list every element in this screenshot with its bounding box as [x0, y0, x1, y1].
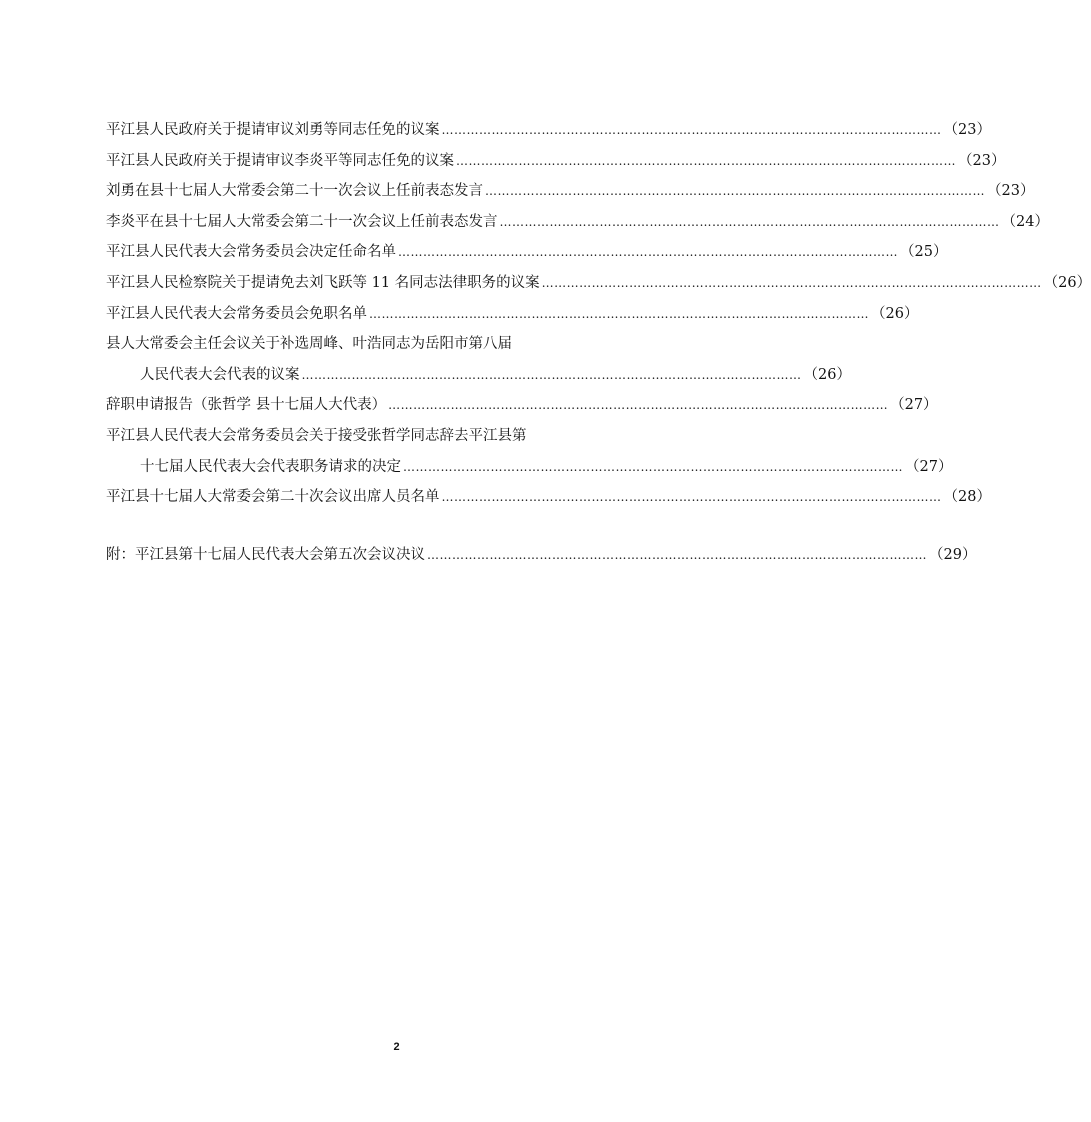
toc-entry-page: （26）	[871, 305, 919, 322]
section-gap	[106, 516, 688, 543]
toc-entry-title: 平江县人民政府关于提请审议李炎平等同志任免的议案	[106, 152, 454, 169]
toc-leader-dots: …………………………………………………………………………………………………………	[541, 275, 1042, 290]
toc-entry-page: （28）	[943, 489, 991, 506]
toc-entry-page: （23）	[958, 152, 1006, 169]
toc-leader-dots: …………………………………………………………………………………………………………	[398, 245, 898, 260]
toc-leader-dots: …………………………………………………………………………………………………………	[499, 214, 1000, 229]
toc-appendix-entry[interactable]	[106, 543, 977, 574]
toc-leader-dots: …………………………………………………………………………………………………………	[388, 398, 889, 413]
toc-entry-title: 十七届人民代表大会代表职务请求的决定	[140, 458, 401, 475]
toc-entry-page: （26）	[1043, 274, 1091, 291]
toc-entry-title: 平江县人民代表大会常务委员会免职名单	[106, 305, 367, 322]
toc-entry-title: 人民代表大会代表的议案	[140, 366, 300, 383]
toc-entry[interactable]	[106, 179, 1035, 210]
toc-leader-dots: …………………………………………………………………………………………………………	[403, 459, 903, 474]
toc-leader-dots: …………………………………………………………………………………………………………	[456, 153, 956, 168]
toc-entry-page: （27）	[905, 458, 953, 475]
toc-entry[interactable]	[106, 118, 991, 149]
toc-entry-title: 平江县人民检察院关于提请免去刘飞跃等 11 名同志法律职务的议案	[106, 274, 540, 291]
toc-leader-dots: …………………………………………………………………………………………………………	[369, 306, 869, 321]
toc-entry[interactable]	[106, 393, 938, 424]
toc-entry-title: 平江县十七届人大常委会第二十次会议出席人员名单	[106, 489, 440, 506]
toc-leader-dots: …………………………………………………………………………………………………………	[301, 367, 802, 382]
toc-entry[interactable]	[106, 485, 991, 516]
toc-entry[interactable]	[106, 240, 948, 271]
toc-entry-title: 平江县人民代表大会常务委员会决定任命名单	[106, 244, 396, 261]
toc-entry[interactable]	[106, 210, 1049, 241]
toc-leader-dots: …………………………………………………………………………………………………………	[427, 547, 927, 562]
toc-entry[interactable]	[106, 455, 953, 486]
toc-entry-page: （23）	[943, 122, 991, 138]
table-of-contents	[106, 118, 1091, 573]
toc-leader-dots: …………………………………………………………………………………………………………	[485, 184, 985, 199]
toc-entry-title-line1: 县人大常委会主任会议关于补选周峰、叶浩同志为岳阳市第八届	[106, 336, 512, 353]
toc-entry-title: 刘勇在县十七届人大常委会第二十一次会议上任前表态发言	[106, 183, 483, 200]
toc-entry-page: （27）	[890, 397, 938, 414]
toc-leader-dots: …………………………………………………………………………………………………………	[441, 123, 942, 137]
toc-entry[interactable]	[106, 363, 851, 394]
toc-appendix-title: 附：平江县第十七届人民代表大会第五次会议决议	[106, 546, 425, 563]
page-number: 2	[393, 1041, 400, 1053]
toc-entry-page: （25）	[900, 244, 948, 261]
toc-entry-page: （26）	[803, 366, 851, 383]
toc-entry-title: 平江县人民政府关于提请审议刘勇等同志任免的议案	[106, 122, 440, 138]
toc-entry-first-line[interactable]	[106, 424, 688, 455]
toc-entry-title: 李炎平在县十七届人大常委会第二十一次会议上任前表态发言	[106, 213, 498, 230]
toc-entry-first-line[interactable]	[106, 332, 688, 363]
toc-entry[interactable]	[106, 271, 1091, 302]
toc-entry-title-line1: 平江县人民代表大会常务委员会关于接受张哲学同志辞去平江县第	[106, 427, 527, 444]
toc-leader-dots: …………………………………………………………………………………………………………	[441, 490, 942, 505]
toc-entry[interactable]	[106, 302, 919, 333]
toc-appendix-page: （29）	[929, 546, 977, 563]
toc-entry[interactable]	[106, 149, 1006, 180]
toc-entry-page: （24）	[1001, 213, 1049, 230]
toc-entry-title: 辞职申请报告（张哲学 县十七届人大代表）	[106, 397, 387, 414]
toc-entry-page: （23）	[987, 183, 1035, 200]
